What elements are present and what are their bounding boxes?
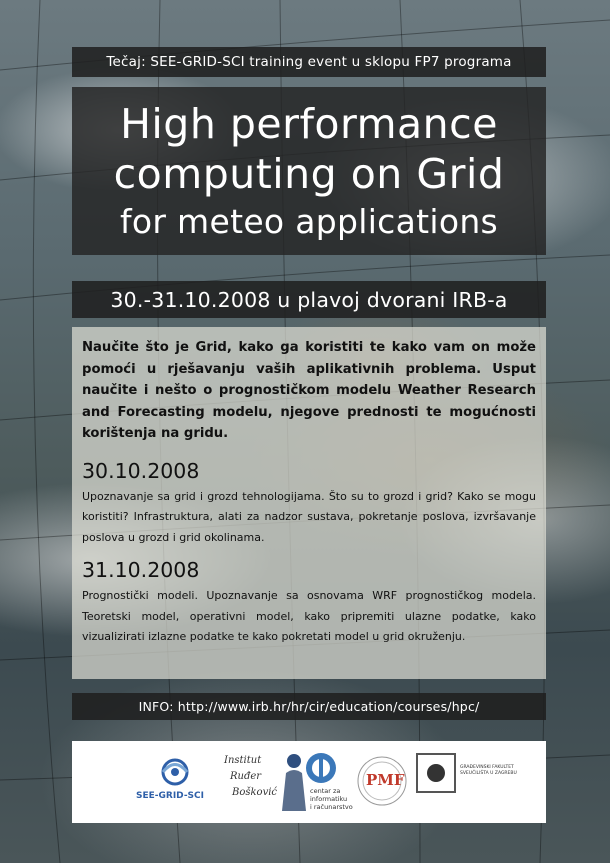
content-panel bbox=[72, 327, 546, 679]
event-date-label: 30.-31.10.2008 u plavoj dvorani IRB-a bbox=[110, 287, 508, 312]
event-date-banner bbox=[72, 281, 546, 318]
course-label: Tečaj: SEE-GRID-SCI training event u sklopu FP7 programa bbox=[106, 54, 512, 70]
gf-logo bbox=[416, 753, 536, 813]
cir-emblem-icon bbox=[304, 751, 338, 785]
info-banner bbox=[72, 693, 546, 720]
title-line-2: computing on Grid bbox=[113, 150, 505, 198]
day-1-date: 30.10.2008 bbox=[82, 458, 200, 483]
title-line-3: for meteo applications bbox=[119, 202, 499, 241]
seegrid-swirl-icon bbox=[134, 755, 216, 789]
cir-label-line-3: i računarstvo bbox=[310, 803, 353, 811]
title-line-1: High performance bbox=[120, 100, 498, 148]
day-1-description: Upoznavanje sa grid i grozd tehnologijama. Što su to grozd i grid? Kako se mogu koristiti? Infrastruktura, alati za nadzor sustava, pokretanje poslova, izvršavanje poslova u grozd i grid okolinama. bbox=[82, 489, 536, 544]
pmf-logo bbox=[356, 755, 408, 807]
irb-label-line-2: Ruđer bbox=[230, 771, 262, 782]
cir-logo bbox=[304, 751, 364, 817]
gf-emblem-icon bbox=[416, 753, 456, 793]
title-block bbox=[72, 87, 546, 255]
sponsor-logo-strip bbox=[72, 741, 546, 823]
day-2-description: Prognostički modeli. Upoznavanje sa osnovama WRF prognostičkog modela. Teoretski model, operativni model, kako pripremiti ulazne podatke, kako vizualizirati izlazne podatke te kako pokretati model u grid okruženju. bbox=[82, 589, 536, 643]
gf-label-line-2: SVEUČILIŠTA U ZAGREBU bbox=[460, 771, 517, 776]
day-2-date: 31.10.2008 bbox=[82, 558, 200, 582]
irb-logo bbox=[222, 749, 312, 815]
course-banner bbox=[72, 47, 546, 77]
seegrid-label: SEE-GRID-SCI bbox=[136, 791, 204, 801]
irb-label-line-1: Institut bbox=[224, 755, 262, 766]
intro-paragraph: Naučite što je Grid, kako ga koristiti te kako vam on može pomoći u rješavanju vaših aplikativnih problema. Usput naučite i nešto o prognostičkom modelu Weather Research and Forecasting modelu, njegove prednosti te mogućnosti korištenja na gridu. bbox=[82, 340, 536, 441]
cir-label-line-1: centar za bbox=[310, 787, 341, 795]
seegrid-logo bbox=[134, 755, 216, 809]
info-url[interactable]: INFO: http://www.irb.hr/hr/cir/education/courses/hpc/ bbox=[138, 699, 480, 714]
pmf-label: PMF bbox=[366, 771, 405, 789]
gf-label-line-1: GRAĐEVINSKI FAKULTET bbox=[460, 765, 514, 770]
irb-label-line-3: Bošković bbox=[232, 787, 278, 798]
cir-label-line-2: informatiku bbox=[310, 795, 348, 803]
